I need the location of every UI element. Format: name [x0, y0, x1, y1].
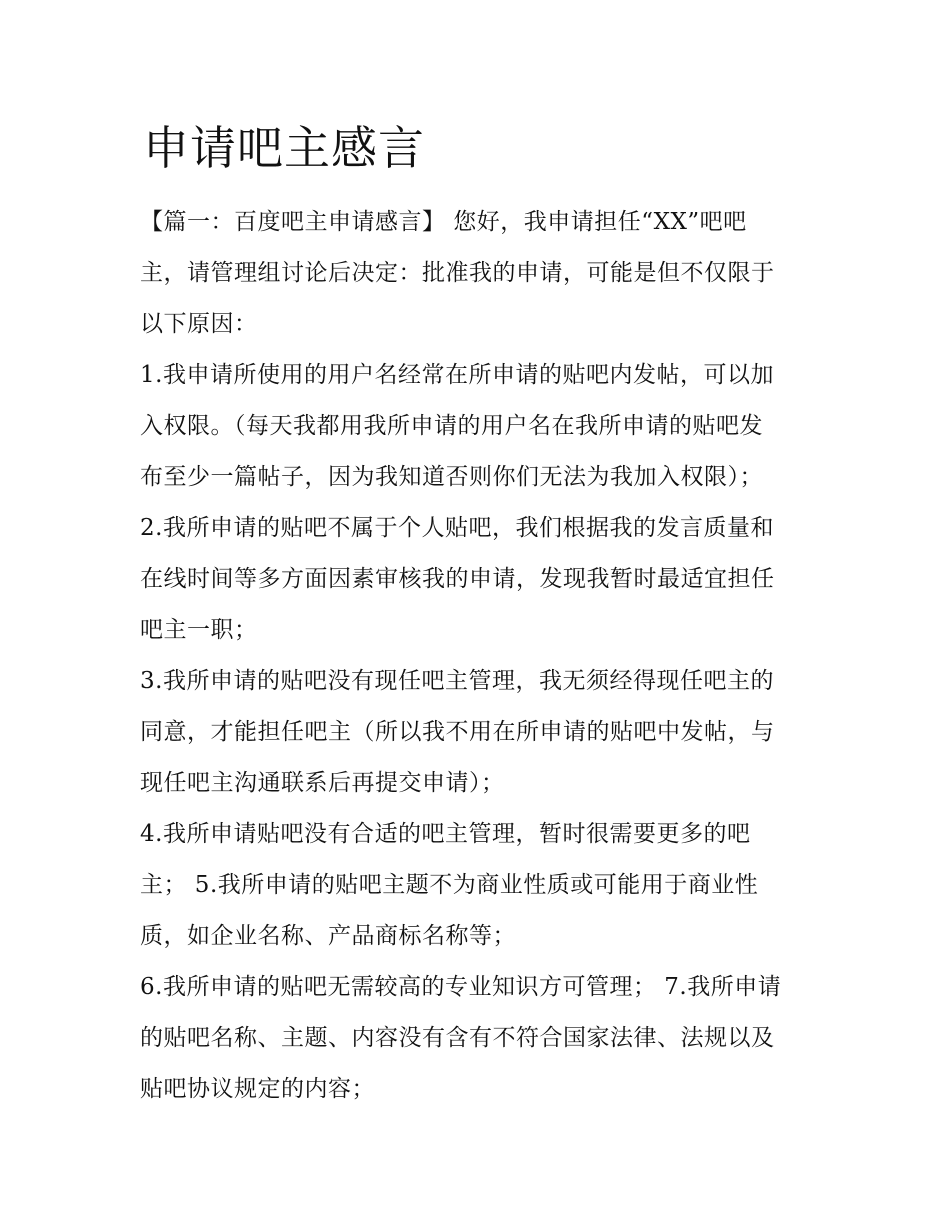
text-line: 贴吧协议规定的内容； [140, 1076, 375, 1102]
text-line: 主，请管理组讨论后决定：批准我的申请，可能是但不仅限于 [140, 260, 775, 286]
text-line: 3.我所申请的贴吧没有现任吧主管理，我无须经得现任吧主的 [140, 668, 774, 694]
page-title: 申请吧主感言 [143, 121, 425, 175]
text-line: 主； 5.我所申请的贴吧主题不为商业性质或可能用于商业性 [140, 872, 759, 898]
text-line: 在线时间等多方面因素审核我的申请，发现我暂时最适宜担任 [140, 566, 775, 592]
text-line: 布至少一篇帖子，因为我知道否则你们无法为我加入权限）； [140, 464, 763, 490]
text-line: 2.我所申请的贴吧不属于个人贴吧，我们根据我的发言质量和 [140, 515, 774, 541]
text-line: 4.我所申请贴吧没有合适的吧主管理，暂时很需要更多的吧 [140, 821, 751, 847]
text-line: 【篇一：百度吧主申请感言】 您好，我申请担任“XX”吧吧 [140, 209, 747, 235]
text-line: 现任吧主沟通联系后再提交申请）； [140, 770, 505, 796]
body-text [140, 200, 820, 1118]
text-line: 同意，才能担任吧主（所以我不用在所申请的贴吧中发帖，与 [140, 719, 775, 745]
text-line: 以下原因： [140, 311, 258, 337]
text-line: 6.我所申请的贴吧无需较高的专业知识方可管理； 7.我所申请 [140, 974, 782, 1000]
text-line: 吧主一职； [140, 617, 258, 643]
text-line: 1.我申请所使用的用户名经常在所申请的贴吧内发帖，可以加 [140, 362, 774, 388]
text-line: 入权限。（每天我都用我所申请的用户名在我所申请的贴吧发 [140, 413, 763, 439]
text-line: 的贴吧名称、主题、内容没有含有不符合国家法律、法规以及 [140, 1025, 775, 1051]
text-line: 质，如企业名称、产品商标名称等； [140, 923, 516, 949]
